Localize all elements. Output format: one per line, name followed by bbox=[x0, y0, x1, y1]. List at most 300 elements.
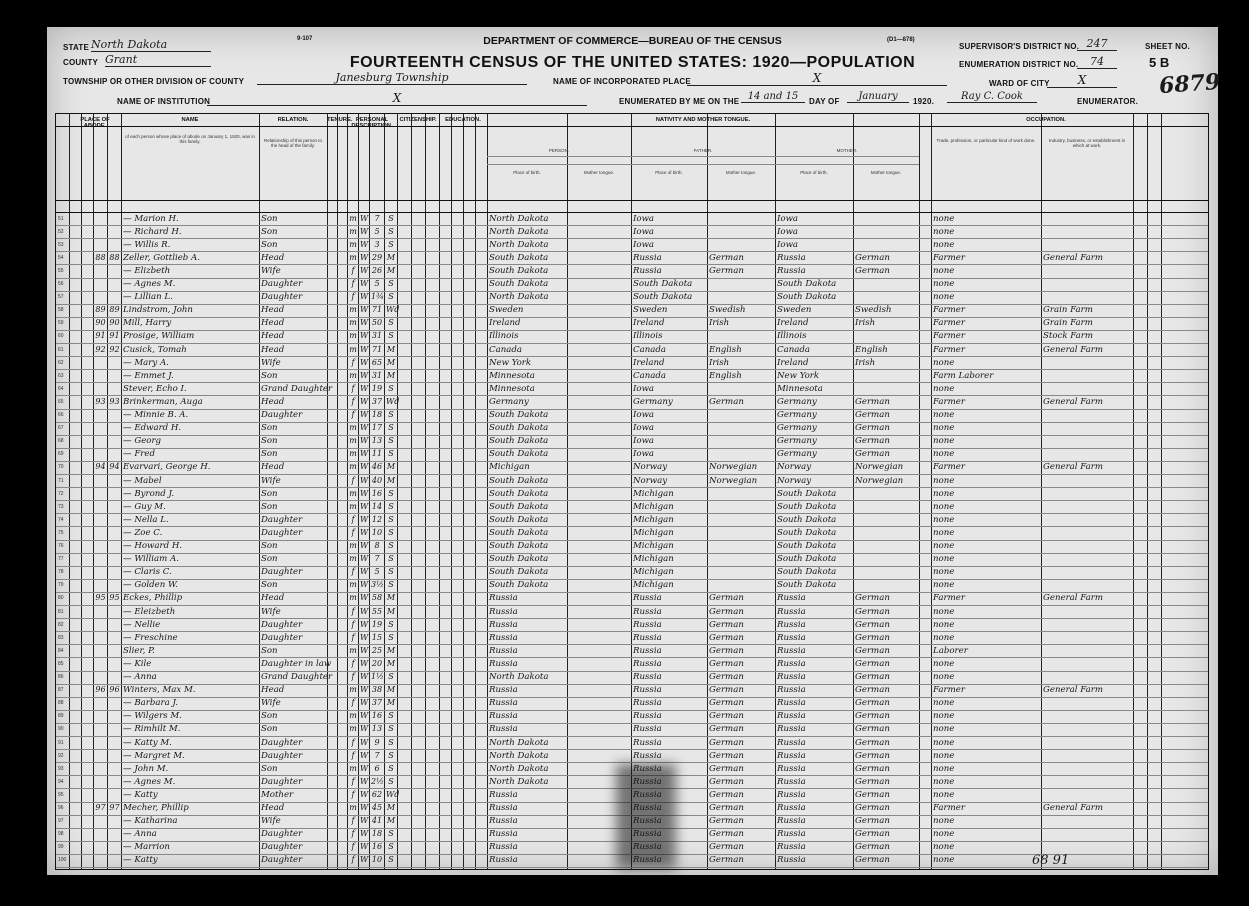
cell-pob: South Dakota bbox=[489, 580, 549, 591]
cell-age: 37 bbox=[371, 396, 383, 406]
cell-fpob: Russia bbox=[633, 698, 662, 709]
cell-rel: Head bbox=[261, 252, 285, 263]
cell-pob: Russia bbox=[489, 685, 518, 696]
cell-fmt: German bbox=[709, 396, 744, 407]
cell-trade: none bbox=[933, 226, 955, 237]
cell-fmt: Norwegian bbox=[709, 462, 758, 473]
cell-mpob: Russia bbox=[777, 724, 806, 735]
cell-rel: Wife bbox=[261, 606, 281, 617]
cell-age: 1½ bbox=[371, 672, 384, 681]
census-sheet bbox=[47, 27, 1222, 875]
cell-mpob: Russia bbox=[777, 672, 806, 682]
cell-fam bbox=[109, 488, 120, 500]
cell-ms: S bbox=[388, 554, 394, 564]
cell-fmt bbox=[709, 579, 774, 591]
cell-fmt: German bbox=[709, 711, 744, 722]
cell-ind bbox=[1043, 632, 1132, 644]
cell-dw bbox=[95, 278, 106, 290]
cell-name: — Fred bbox=[123, 449, 155, 460]
cell-mmt: German bbox=[855, 606, 890, 617]
row-line-number: 80 bbox=[58, 595, 64, 602]
cell-fmt: German bbox=[709, 724, 744, 735]
cell-ms: S bbox=[388, 449, 394, 459]
cell-trade: none bbox=[933, 816, 955, 827]
column-divider bbox=[1133, 114, 1134, 869]
cell-pob: South Dakota bbox=[489, 475, 549, 486]
cell-fmt bbox=[709, 540, 774, 552]
sub-header-trade: Trade, profession, or particular kind of work done. bbox=[936, 138, 1036, 143]
row-line-number: 98 bbox=[58, 831, 64, 838]
cell-fmt: German bbox=[709, 789, 744, 800]
cell-name: — Margret M. bbox=[123, 750, 185, 761]
cell-trade: none bbox=[933, 632, 955, 643]
cell-mmt bbox=[855, 239, 918, 251]
cell-ind bbox=[1043, 527, 1132, 539]
cell-mpob: Illinois bbox=[777, 331, 807, 342]
cell-mpob: South Dakota bbox=[777, 580, 837, 591]
cell-fam bbox=[109, 671, 120, 683]
row-line-number: 62 bbox=[58, 359, 64, 366]
place-label: NAME OF INCORPORATED PLACE bbox=[553, 77, 691, 86]
cell-ind bbox=[1043, 710, 1132, 722]
cell-pob: Canada bbox=[489, 344, 522, 355]
cell-pob: Russia bbox=[489, 711, 518, 722]
cell-age: 20 bbox=[371, 658, 383, 668]
row-line-number: 52 bbox=[58, 228, 64, 235]
township-label: TOWNSHIP OR OTHER DIVISION OF COUNTY bbox=[63, 77, 245, 86]
cell-dw bbox=[95, 226, 106, 238]
cell-mpob: Russia bbox=[777, 645, 806, 656]
cell-trade: none bbox=[933, 580, 955, 591]
cell-mmt: German bbox=[855, 265, 890, 276]
cell-dw bbox=[95, 854, 106, 866]
column-divider bbox=[853, 114, 854, 869]
cell-ms: S bbox=[388, 488, 394, 498]
cell-fam bbox=[109, 697, 120, 709]
cell-pob: South Dakota bbox=[489, 488, 549, 499]
cell-fmt: German bbox=[709, 619, 744, 630]
cell-mpob: Germany bbox=[777, 449, 817, 460]
cell-rel: Grand Daughter bbox=[261, 672, 333, 682]
footer-number: 68 91 bbox=[1032, 853, 1070, 868]
cell-ms: S bbox=[388, 279, 394, 288]
cell-mmt: German bbox=[855, 658, 890, 669]
census-table bbox=[55, 113, 1209, 870]
cell-race: W bbox=[360, 292, 369, 302]
cell-fmt: German bbox=[709, 606, 744, 617]
cell-ms: S bbox=[388, 580, 394, 590]
cell-trade: none bbox=[933, 698, 955, 709]
cell-rel: Son bbox=[261, 423, 278, 434]
cell-trade: Farmer bbox=[933, 396, 965, 407]
row-line-number: 88 bbox=[58, 700, 64, 707]
cell-trade: none bbox=[933, 410, 955, 420]
cell-fpob: Ireland bbox=[633, 357, 665, 368]
cell-pob: North Dakota bbox=[489, 213, 549, 224]
month-value: January bbox=[847, 91, 909, 103]
cell-dw bbox=[95, 239, 106, 251]
cell-trade: none bbox=[933, 265, 955, 276]
row-line-number: 90 bbox=[58, 726, 64, 733]
cell-race: W bbox=[360, 252, 369, 262]
cell-mpob: Canada bbox=[777, 344, 810, 355]
cell-fam bbox=[109, 514, 120, 526]
row-line-number: 53 bbox=[58, 241, 64, 248]
row-line-number: 70 bbox=[58, 464, 64, 471]
cell-ms: M bbox=[386, 475, 396, 485]
cell-race: W bbox=[360, 580, 369, 590]
cell-rel: Son bbox=[261, 370, 278, 381]
cell-ind bbox=[1043, 291, 1132, 303]
cell-race: W bbox=[360, 632, 369, 642]
cell-mmt: German bbox=[855, 672, 890, 682]
cell-sex: m bbox=[349, 541, 357, 550]
cell-race: W bbox=[360, 305, 369, 315]
sub-header-mother-tongue: Mother tongue. bbox=[870, 170, 902, 175]
cell-age: 45 bbox=[371, 803, 383, 812]
cell-age: 31 bbox=[371, 370, 383, 380]
cell-mpob: Russia bbox=[777, 750, 806, 761]
cell-ind bbox=[1043, 239, 1132, 251]
cell-race: W bbox=[360, 776, 369, 786]
county-label: COUNTY bbox=[63, 58, 98, 67]
cell-fmt bbox=[709, 448, 774, 460]
cell-rel: Daughter in law bbox=[261, 658, 332, 669]
cell-fam bbox=[109, 710, 120, 722]
cell-name: Prosige, William bbox=[123, 331, 195, 342]
cell-name: — Edward H. bbox=[123, 423, 182, 434]
sub-header-father: FATHER. bbox=[693, 148, 713, 153]
cell-ind bbox=[1043, 579, 1132, 591]
cell-mpob: Norway bbox=[777, 462, 812, 473]
cell-ms: Wd bbox=[386, 789, 400, 799]
cell-pob: Germany bbox=[489, 396, 529, 407]
row-line-number: 100 bbox=[58, 857, 67, 864]
cell-mpob: South Dakota bbox=[777, 541, 837, 551]
cell-sex: f bbox=[351, 567, 355, 577]
cell-race: W bbox=[360, 567, 369, 577]
cell-trade: none bbox=[933, 449, 955, 460]
cell-name: — Rimhilt M. bbox=[123, 724, 181, 735]
cell-sex: f bbox=[351, 619, 355, 629]
cell-fmt: Irish bbox=[709, 357, 730, 368]
cell-name: — Wilgers M. bbox=[123, 711, 182, 722]
cell-rel: Son bbox=[261, 541, 278, 551]
cell-ind bbox=[1043, 448, 1132, 460]
cell-mmt bbox=[855, 330, 918, 342]
cell-name: — Marrion bbox=[123, 842, 170, 853]
cell-mmt: German bbox=[855, 750, 890, 761]
cell-name: — Claris C. bbox=[123, 567, 172, 578]
cell-mmt bbox=[855, 579, 918, 591]
cell-race: W bbox=[360, 750, 369, 760]
cell-fpob: Germany bbox=[633, 396, 673, 407]
cell-dw bbox=[95, 828, 106, 840]
cell-ind bbox=[1043, 226, 1132, 238]
cell-race: W bbox=[360, 672, 369, 681]
cell-mmt bbox=[855, 213, 918, 225]
cell-name: — Agnes M. bbox=[123, 279, 176, 289]
cell-race: W bbox=[360, 410, 369, 419]
cell-ms: S bbox=[388, 331, 394, 341]
cell-pob: Russia bbox=[489, 645, 518, 656]
cell-trade: none bbox=[933, 829, 955, 840]
column-divider bbox=[1041, 114, 1042, 869]
cell-age: 11 bbox=[371, 449, 383, 459]
cell-fpob: Michigan bbox=[633, 567, 674, 578]
cell-sex: m bbox=[349, 488, 357, 498]
cell-name: — Nellie bbox=[123, 619, 161, 630]
cell-race: W bbox=[360, 724, 369, 734]
column-group-citizenship: CITIZENSHIP. bbox=[399, 117, 437, 123]
cell-mmt: German bbox=[855, 698, 890, 709]
cell-pob: Russia bbox=[489, 619, 518, 630]
cell-fam bbox=[109, 737, 120, 749]
cell-sex: m bbox=[349, 423, 357, 433]
form-code: (D1—878) bbox=[887, 37, 915, 43]
cell-rel: Son bbox=[261, 580, 278, 591]
row-line-number: 54 bbox=[58, 254, 64, 261]
cell-race: W bbox=[360, 803, 369, 812]
cell-mpob: Russia bbox=[777, 619, 806, 630]
cell-mmt: German bbox=[855, 737, 890, 748]
cell-trade: Farmer bbox=[933, 593, 965, 604]
column-divider bbox=[463, 114, 464, 869]
row-line-number: 59 bbox=[58, 320, 64, 327]
column-group-personal: PERSONAL DESCRIPTION. bbox=[351, 117, 393, 129]
cell-trade: none bbox=[933, 501, 955, 512]
cell-ms: Wd bbox=[386, 396, 400, 406]
cell-race: W bbox=[360, 842, 369, 852]
cell-pob: Russia bbox=[489, 698, 518, 709]
row-line-number: 93 bbox=[58, 765, 64, 772]
cell-name: — Lillian L. bbox=[123, 292, 173, 303]
cell-ind bbox=[1043, 828, 1132, 840]
cell-name: Slier, P. bbox=[123, 645, 155, 656]
cell-pob: North Dakota bbox=[489, 292, 549, 303]
cell-mpob: South Dakota bbox=[777, 501, 837, 512]
cell-fam: 89 bbox=[109, 305, 120, 315]
cell-ind bbox=[1043, 501, 1132, 513]
cell-fam: 97 bbox=[109, 803, 120, 812]
cell-rel: Wife bbox=[261, 816, 281, 827]
cell-fmt: English bbox=[709, 344, 742, 355]
cell-race: W bbox=[360, 331, 369, 341]
cell-ms: M bbox=[386, 357, 396, 367]
cell-dw bbox=[95, 553, 106, 565]
cell-pob: Russia bbox=[489, 803, 518, 813]
cell-ind: General Farm bbox=[1043, 593, 1104, 604]
cell-name: — Guy M. bbox=[123, 501, 166, 512]
cell-rel: Son bbox=[261, 554, 278, 565]
cell-fpob: Michigan bbox=[633, 580, 674, 591]
cell-mmt bbox=[855, 488, 918, 500]
cell-name: — Anna bbox=[123, 829, 157, 840]
cell-ms: M bbox=[386, 816, 396, 826]
cell-name: — William A. bbox=[123, 554, 179, 565]
cell-name: — Kile bbox=[123, 658, 152, 669]
cell-fam bbox=[109, 553, 120, 565]
cell-mmt: German bbox=[855, 803, 890, 813]
cell-fmt bbox=[709, 514, 774, 526]
cell-trade: none bbox=[933, 567, 955, 578]
cell-name: Mecher, Phillip bbox=[123, 803, 189, 813]
column-group-relation: RELATION. bbox=[277, 117, 309, 123]
enum-district-value: 74 bbox=[1077, 55, 1117, 69]
cell-fmt bbox=[709, 409, 774, 421]
cell-sex: f bbox=[351, 410, 355, 419]
cell-mpob: Russia bbox=[777, 737, 806, 748]
cell-race: W bbox=[360, 527, 369, 537]
column-divider bbox=[384, 114, 385, 869]
cell-ind bbox=[1043, 697, 1132, 709]
cell-fpob: Iowa bbox=[633, 436, 655, 447]
cell-ind bbox=[1043, 488, 1132, 500]
cell-mpob: South Dakota bbox=[777, 488, 837, 499]
cell-race: W bbox=[360, 855, 369, 865]
enumerator-name: Ray C. Cook bbox=[947, 91, 1037, 103]
cell-pob: Michigan bbox=[489, 462, 530, 473]
cell-name: — Eleizbeth bbox=[123, 606, 176, 617]
cell-ms: S bbox=[388, 750, 394, 760]
cell-name: Zeller, Gottlieb A. bbox=[123, 252, 200, 263]
cell-age: 18 bbox=[371, 829, 383, 839]
cell-dw bbox=[95, 723, 106, 735]
cell-fpob: Russia bbox=[633, 265, 662, 276]
cell-fmt bbox=[709, 566, 774, 578]
cell-fmt bbox=[709, 330, 774, 342]
row-line-number: 89 bbox=[58, 713, 64, 720]
cell-fmt: Irish bbox=[709, 318, 730, 329]
cell-rel: Son bbox=[261, 213, 278, 224]
row-line-number: 51 bbox=[58, 215, 64, 222]
cell-ms: S bbox=[388, 318, 394, 328]
cell-dw bbox=[95, 475, 106, 487]
column-divider bbox=[931, 114, 932, 869]
cell-race: W bbox=[360, 658, 369, 668]
cell-mmt: German bbox=[855, 724, 890, 735]
cell-race: W bbox=[360, 685, 369, 695]
column-group-education: EDUCATION. bbox=[445, 117, 481, 123]
column-divider bbox=[1161, 114, 1162, 869]
cell-rel: Daughter bbox=[261, 567, 303, 578]
cell-fpob: Russia bbox=[633, 672, 662, 682]
cell-name: Brinkerman, Auga bbox=[123, 396, 203, 407]
cell-dw bbox=[95, 579, 106, 591]
cell-sex: f bbox=[351, 357, 355, 367]
cell-age: 40 bbox=[371, 475, 383, 485]
cell-trade: none bbox=[933, 541, 955, 551]
cell-fpob: Iowa bbox=[633, 449, 655, 460]
cell-rel: Wife bbox=[261, 265, 281, 276]
cell-mpob: Iowa bbox=[777, 239, 799, 250]
cell-age: 1¾ bbox=[371, 292, 384, 302]
cell-fmt: German bbox=[709, 842, 744, 853]
cell-race: W bbox=[360, 436, 369, 446]
cell-pob: Russia bbox=[489, 855, 518, 866]
cell-ms: M bbox=[386, 370, 396, 380]
cell-rel: Daughter bbox=[261, 855, 303, 866]
cell-ind: General Farm bbox=[1043, 344, 1104, 355]
cell-fmt: German bbox=[709, 803, 744, 813]
cell-rel: Son bbox=[261, 226, 278, 237]
cell-trade: none bbox=[933, 514, 955, 525]
cell-ind bbox=[1043, 619, 1132, 631]
cell-age: 5 bbox=[374, 567, 380, 577]
cell-name: Mill, Harry bbox=[123, 318, 172, 329]
cell-trade: none bbox=[933, 855, 955, 866]
cell-sex: f bbox=[351, 698, 355, 708]
cell-sex: m bbox=[349, 685, 357, 695]
cell-fpob: Russia bbox=[633, 619, 662, 630]
cell-dw bbox=[95, 619, 106, 631]
cell-age: 17 bbox=[371, 423, 383, 433]
cell-fam: 91 bbox=[109, 331, 120, 341]
cell-ind bbox=[1043, 566, 1132, 578]
cell-dw bbox=[95, 514, 106, 526]
cell-mpob: Norway bbox=[777, 475, 812, 486]
cell-ind bbox=[1043, 514, 1132, 526]
column-group-nativity: NATIVITY AND MOTHER TONGUE. bbox=[655, 117, 751, 123]
cell-rel: Mother bbox=[261, 789, 294, 800]
cell-trade: none bbox=[933, 619, 955, 630]
cell-ind: General Farm bbox=[1043, 462, 1104, 473]
cell-fam bbox=[109, 841, 120, 853]
cell-dw: 91 bbox=[95, 331, 106, 341]
cell-fam: 90 bbox=[109, 318, 120, 328]
cell-age: 12 bbox=[371, 514, 383, 524]
sub-header-rule bbox=[487, 164, 919, 165]
cell-ind: General Farm bbox=[1043, 685, 1104, 696]
cell-fam: 92 bbox=[109, 344, 120, 354]
cell-fpob: Iowa bbox=[633, 239, 655, 250]
cell-age: 38 bbox=[371, 685, 383, 695]
cell-mpob: Ireland bbox=[777, 357, 809, 368]
cell-fpob: Canada bbox=[633, 344, 666, 355]
cell-ms: S bbox=[388, 423, 394, 433]
cell-ms: M bbox=[386, 645, 396, 655]
cell-ms: S bbox=[388, 501, 394, 511]
cell-age: 5 bbox=[374, 226, 380, 236]
cell-rel: Daughter bbox=[261, 292, 303, 303]
cell-age: 7 bbox=[374, 213, 380, 223]
cell-age: 29 bbox=[371, 252, 383, 262]
cell-mmt bbox=[855, 383, 918, 395]
cell-fpob: Russia bbox=[633, 645, 662, 656]
cell-sex: m bbox=[349, 724, 357, 734]
cell-age: 13 bbox=[371, 724, 383, 734]
row-line-number: 76 bbox=[58, 543, 64, 549]
cell-age: 26 bbox=[371, 265, 383, 275]
cell-rel: Son bbox=[261, 239, 278, 250]
cell-ind bbox=[1043, 737, 1132, 749]
cell-fpob: Norway bbox=[633, 462, 668, 473]
cell-trade: none bbox=[933, 475, 955, 486]
cell-name: — Barbara J. bbox=[123, 698, 178, 709]
row-line-number: 55 bbox=[58, 267, 64, 274]
cell-ind bbox=[1043, 776, 1132, 788]
cell-ms: S bbox=[388, 763, 394, 773]
cell-ind bbox=[1043, 671, 1132, 683]
row-line-number: 75 bbox=[58, 529, 64, 536]
cell-rel: Son bbox=[261, 645, 278, 656]
cell-sex: m bbox=[349, 344, 357, 354]
cell-mmt bbox=[855, 278, 918, 290]
cell-mpob: South Dakota bbox=[777, 279, 837, 289]
cell-fam bbox=[109, 409, 120, 421]
cell-fpob: Russia bbox=[633, 606, 662, 617]
cell-sex: m bbox=[349, 318, 357, 328]
